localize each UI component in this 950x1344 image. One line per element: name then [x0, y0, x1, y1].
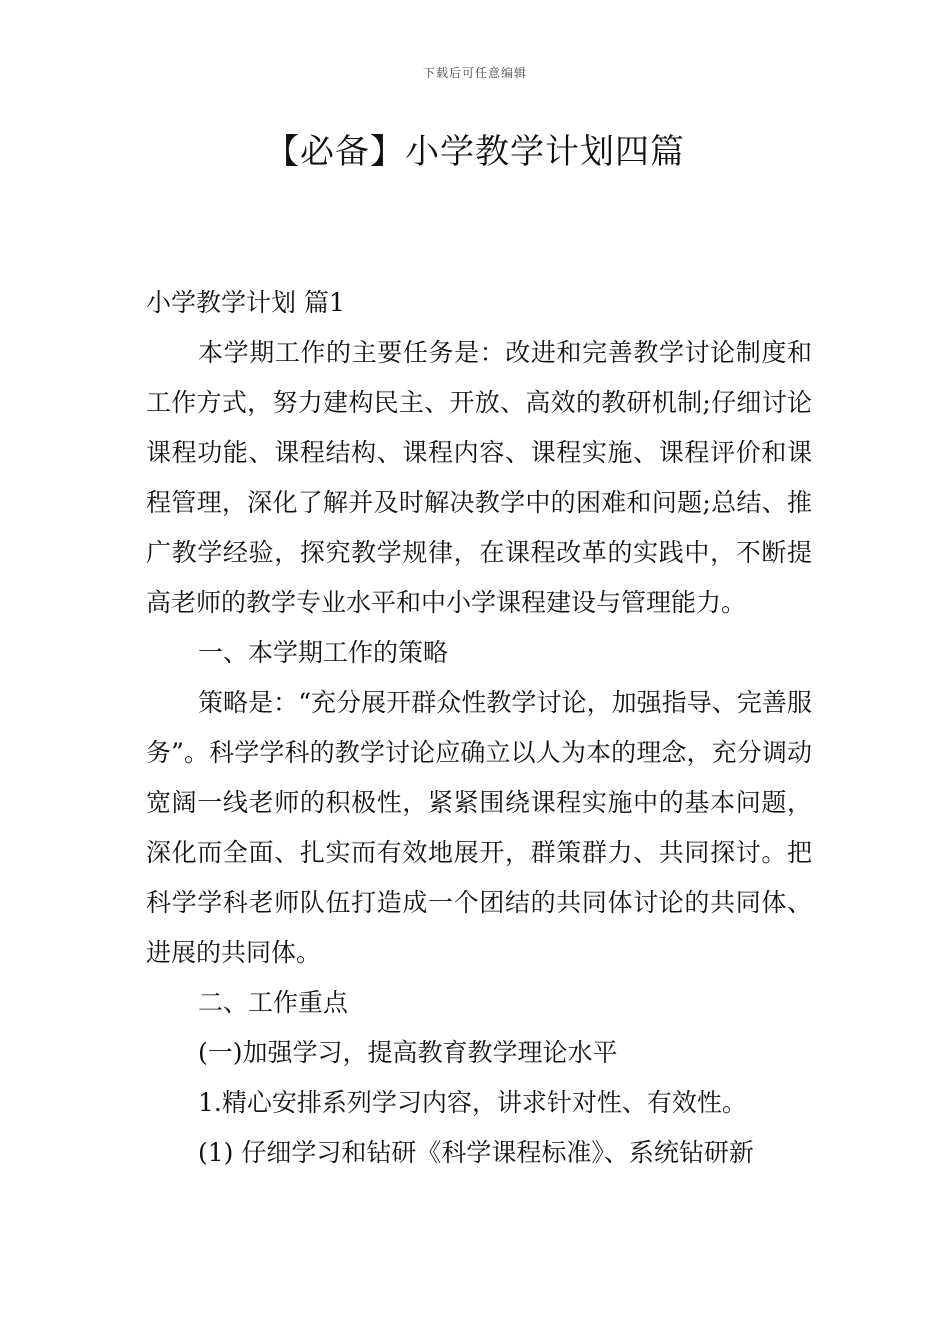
heading-work-focus: 二、工作重点: [198, 988, 349, 1017]
subheading-strengthen-learning: (一)加强学习，提高教育教学理论水平: [198, 1038, 618, 1067]
list-item-1: 1.精心安排系列学习内容，讲求针对性、有效性。: [198, 1088, 747, 1117]
document-title: 【必备】小学教学计划四篇: [265, 132, 685, 172]
heading-strategy: 一、本学期工作的策略: [198, 638, 449, 667]
document-body: [146, 278, 812, 1178]
list-item-1-1: (1) 仔细学习和钻研《科学课程标准》、系统钻研新: [198, 1138, 754, 1167]
paragraph-strategy: 策略是：“充分展开群众性教学讨论，加强指导、完善服务”。科学学科的教学讨论应确立以人为本的理念，充分调动宽阔一线老师的积极性，紧紧围绕课程实施中的基本问题，深化而全面、扎实而有效地展开，群策群力、共同探讨。把科学学科老师队伍打造成一个团结的共同体讨论的共同体、进展的共同体。: [146, 688, 812, 967]
paragraph-main-tasks: 本学期工作的主要任务是：改进和完善教学讨论制度和工作方式，努力建构民主、开放、高效的教研机制;仔细讨论课程功能、课程结构、课程内容、课程实施、课程评价和课程管理，深化了解并及时解决教学中的困难和问题;总结、推广教学经验，探究教学规律，在课程改革的实践中，不断提高老师的教学专业水平和中小学课程建设与管理能力。: [146, 338, 812, 617]
section-heading: 小学教学计划 篇1: [146, 288, 345, 317]
header-note: 下载后可任意编辑: [422, 66, 527, 80]
